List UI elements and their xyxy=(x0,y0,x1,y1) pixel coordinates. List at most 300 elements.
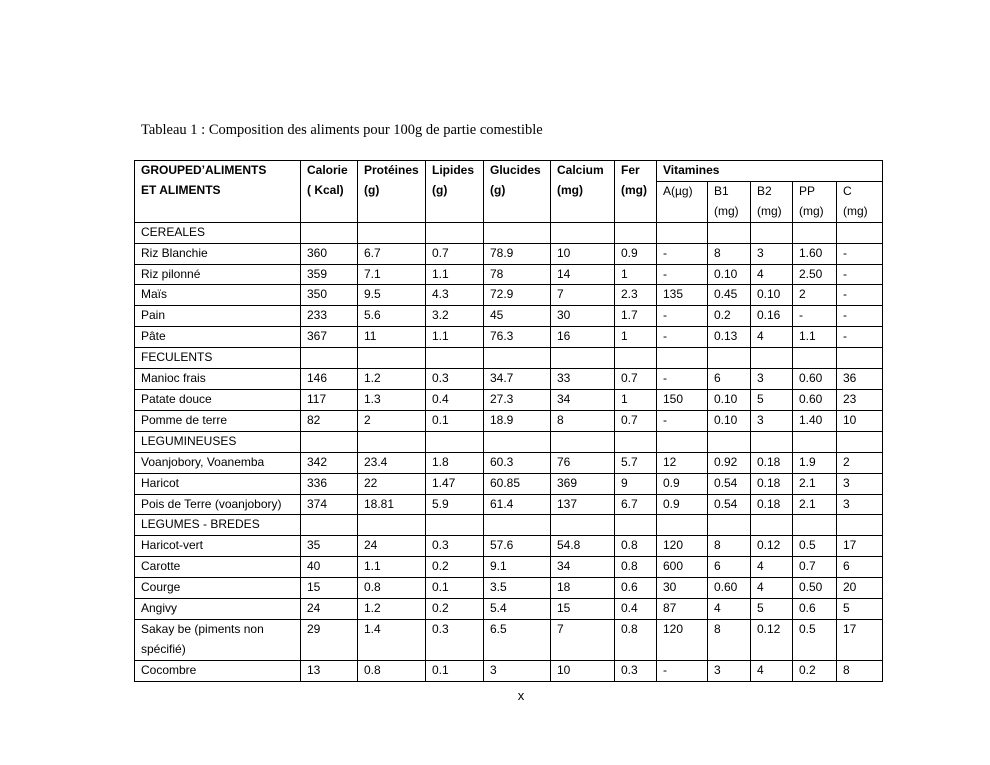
value-cell: 0.5 xyxy=(793,536,837,557)
header-lipides-line2: (g) xyxy=(432,182,448,197)
value-cell: 3.5 xyxy=(484,578,551,599)
value-cell: 3 xyxy=(751,410,793,431)
group-label: FECULENTS xyxy=(135,348,301,369)
value-cell: 135 xyxy=(657,285,708,306)
value-cell: 5.7 xyxy=(615,452,657,473)
value-cell: 18 xyxy=(551,578,615,599)
value-cell: 7.1 xyxy=(358,264,426,285)
value-cell: - xyxy=(837,285,883,306)
empty-cell xyxy=(657,515,708,536)
value-cell: 23.4 xyxy=(358,452,426,473)
value-cell: 3 xyxy=(751,243,793,264)
value-cell: 146 xyxy=(301,369,358,390)
empty-cell xyxy=(793,431,837,452)
value-cell: - xyxy=(837,327,883,348)
value-cell: 0.54 xyxy=(708,473,751,494)
value-cell: 0.3 xyxy=(426,536,484,557)
value-cell: 150 xyxy=(657,389,708,410)
food-name-cell: Courge xyxy=(135,578,301,599)
value-cell: 34.7 xyxy=(484,369,551,390)
value-cell: 29 xyxy=(301,619,358,660)
value-cell: 1 xyxy=(615,264,657,285)
food-name-cell: Pois de Terre (voanjobory) xyxy=(135,494,301,515)
empty-cell xyxy=(751,222,793,243)
value-cell: 5.9 xyxy=(426,494,484,515)
header-glucides-line1: Glucides xyxy=(490,163,541,177)
empty-cell xyxy=(484,222,551,243)
value-cell: 6 xyxy=(708,369,751,390)
value-cell: - xyxy=(837,243,883,264)
table-row xyxy=(135,327,883,348)
value-cell: 76.3 xyxy=(484,327,551,348)
empty-cell xyxy=(301,222,358,243)
value-cell: 1.9 xyxy=(793,452,837,473)
value-cell: 30 xyxy=(551,306,615,327)
value-cell: 20 xyxy=(837,578,883,599)
empty-cell xyxy=(484,431,551,452)
table-row xyxy=(135,243,883,264)
value-cell: 1.3 xyxy=(358,389,426,410)
empty-cell xyxy=(708,431,751,452)
table-row xyxy=(135,306,883,327)
value-cell: - xyxy=(657,306,708,327)
empty-cell xyxy=(358,431,426,452)
value-cell: 1.47 xyxy=(426,473,484,494)
value-cell: 35 xyxy=(301,536,358,557)
header-glucides-line2: (g) xyxy=(490,182,506,197)
table-row xyxy=(135,410,883,431)
empty-cell xyxy=(708,515,751,536)
page-number: x xyxy=(517,688,525,703)
value-cell: 34 xyxy=(551,389,615,410)
header-vit-b1 xyxy=(708,181,751,222)
value-cell: 0.60 xyxy=(793,389,837,410)
value-cell: 9.5 xyxy=(358,285,426,306)
empty-cell xyxy=(426,431,484,452)
table-row xyxy=(135,536,883,557)
value-cell: 0.8 xyxy=(358,578,426,599)
header-lipides xyxy=(426,161,484,223)
value-cell: 359 xyxy=(301,264,358,285)
value-cell: 34 xyxy=(551,557,615,578)
value-cell: 1.1 xyxy=(426,327,484,348)
header-calorie xyxy=(301,161,358,223)
value-cell: 0.10 xyxy=(708,264,751,285)
value-cell: 33 xyxy=(551,369,615,390)
value-cell: 0.6 xyxy=(615,578,657,599)
table-caption: Tableau 1 : Composition des aliments pour 100g de partie comestible xyxy=(141,122,543,138)
value-cell: 0.8 xyxy=(615,619,657,660)
value-cell: 24 xyxy=(358,536,426,557)
table-row xyxy=(135,264,883,285)
food-name-cell: Maïs xyxy=(135,285,301,306)
value-cell: 4 xyxy=(751,578,793,599)
empty-cell xyxy=(615,431,657,452)
value-cell: 9.1 xyxy=(484,557,551,578)
value-cell: 0.8 xyxy=(615,536,657,557)
value-cell: 24 xyxy=(301,599,358,620)
group-label: LEGUMINEUSES xyxy=(135,431,301,452)
value-cell: 6.7 xyxy=(358,243,426,264)
value-cell: 117 xyxy=(301,389,358,410)
empty-cell xyxy=(551,348,615,369)
value-cell: 0.10 xyxy=(751,285,793,306)
value-cell: 0.1 xyxy=(426,410,484,431)
header-vit-b2-line1: B2 xyxy=(757,183,772,198)
value-cell: 3 xyxy=(837,473,883,494)
empty-cell xyxy=(426,348,484,369)
value-cell: 0.2 xyxy=(793,660,837,681)
header-group-line2: ET ALIMENTS xyxy=(141,182,221,197)
header-vit-b1-line1: B1 xyxy=(714,183,729,198)
value-cell: 369 xyxy=(551,473,615,494)
value-cell: 5.4 xyxy=(484,599,551,620)
value-cell: 0.18 xyxy=(751,452,793,473)
empty-cell xyxy=(426,222,484,243)
table-row xyxy=(135,599,883,620)
value-cell: 5 xyxy=(837,599,883,620)
value-cell: 8 xyxy=(551,410,615,431)
value-cell: 12 xyxy=(657,452,708,473)
value-cell: 57.6 xyxy=(484,536,551,557)
header-glucides xyxy=(484,161,551,223)
value-cell: 10 xyxy=(551,243,615,264)
empty-cell xyxy=(484,348,551,369)
header-vit-c-line1: C xyxy=(843,183,852,198)
value-cell: 87 xyxy=(657,599,708,620)
value-cell: 1.2 xyxy=(358,599,426,620)
empty-cell xyxy=(301,348,358,369)
value-cell: 72.9 xyxy=(484,285,551,306)
food-name-cell: Haricot xyxy=(135,473,301,494)
value-cell: 40 xyxy=(301,557,358,578)
value-cell: 0.6 xyxy=(793,599,837,620)
header-calcium-line2: (mg) xyxy=(557,182,583,197)
empty-cell xyxy=(358,348,426,369)
header-calcium-line1: Calcium xyxy=(557,163,604,177)
value-cell: 1.60 xyxy=(793,243,837,264)
empty-cell xyxy=(657,431,708,452)
table-body xyxy=(135,222,883,681)
value-cell: 0.12 xyxy=(751,536,793,557)
group-label: CEREALES xyxy=(135,222,301,243)
value-cell: 0.50 xyxy=(793,578,837,599)
value-cell: 60.85 xyxy=(484,473,551,494)
value-cell: 14 xyxy=(551,264,615,285)
food-composition-table xyxy=(134,160,883,682)
header-vit-b2-line2: (mg) xyxy=(757,203,782,218)
value-cell: 0.1 xyxy=(426,578,484,599)
value-cell: 3 xyxy=(751,369,793,390)
value-cell: 6 xyxy=(708,557,751,578)
value-cell: 0.10 xyxy=(708,410,751,431)
value-cell: 30 xyxy=(657,578,708,599)
value-cell: 600 xyxy=(657,557,708,578)
header-group-line1: GROUPED’ALIMENTS xyxy=(141,163,267,177)
value-cell: 336 xyxy=(301,473,358,494)
value-cell: 2.1 xyxy=(793,473,837,494)
food-name-cell: Pâte xyxy=(135,327,301,348)
table-row xyxy=(135,452,883,473)
value-cell: - xyxy=(837,306,883,327)
food-name-cell: Angivy xyxy=(135,599,301,620)
empty-cell xyxy=(751,431,793,452)
value-cell: 17 xyxy=(837,536,883,557)
value-cell: 342 xyxy=(301,452,358,473)
value-cell: - xyxy=(793,306,837,327)
empty-cell xyxy=(301,431,358,452)
value-cell: 0.18 xyxy=(751,473,793,494)
table-row xyxy=(135,619,883,660)
empty-cell xyxy=(358,222,426,243)
value-cell: 6.5 xyxy=(484,619,551,660)
food-name-cell: Pomme de terre xyxy=(135,410,301,431)
empty-cell xyxy=(551,515,615,536)
value-cell: 18.81 xyxy=(358,494,426,515)
value-cell: - xyxy=(837,264,883,285)
empty-cell xyxy=(793,515,837,536)
value-cell: 18.9 xyxy=(484,410,551,431)
value-cell: 360 xyxy=(301,243,358,264)
value-cell: 82 xyxy=(301,410,358,431)
table-row xyxy=(135,557,883,578)
value-cell: 0.45 xyxy=(708,285,751,306)
food-name-cell: Riz Blanchie xyxy=(135,243,301,264)
group-row xyxy=(135,222,883,243)
value-cell: 4 xyxy=(751,327,793,348)
value-cell: 4 xyxy=(751,660,793,681)
header-fer xyxy=(615,161,657,223)
value-cell: 0.54 xyxy=(708,494,751,515)
value-cell: 2 xyxy=(837,452,883,473)
value-cell: 15 xyxy=(551,599,615,620)
value-cell: 233 xyxy=(301,306,358,327)
empty-cell xyxy=(837,348,883,369)
value-cell: 6 xyxy=(837,557,883,578)
value-cell: 78 xyxy=(484,264,551,285)
value-cell: 4 xyxy=(751,557,793,578)
value-cell: 1.7 xyxy=(615,306,657,327)
value-cell: 7 xyxy=(551,619,615,660)
empty-cell xyxy=(751,515,793,536)
food-name-cell: Pain xyxy=(135,306,301,327)
empty-cell xyxy=(301,515,358,536)
value-cell: - xyxy=(657,243,708,264)
value-cell: 2.1 xyxy=(793,494,837,515)
value-cell: 76 xyxy=(551,452,615,473)
value-cell: 78.9 xyxy=(484,243,551,264)
header-vit-a: A(µg) xyxy=(657,181,708,222)
value-cell: 2 xyxy=(793,285,837,306)
value-cell: 0.60 xyxy=(793,369,837,390)
value-cell: 374 xyxy=(301,494,358,515)
table-row xyxy=(135,369,883,390)
value-cell: 36 xyxy=(837,369,883,390)
table-row xyxy=(135,389,883,410)
value-cell: 0.9 xyxy=(657,473,708,494)
table-row xyxy=(135,473,883,494)
value-cell: 0.3 xyxy=(426,619,484,660)
value-cell: 350 xyxy=(301,285,358,306)
value-cell: 4 xyxy=(751,264,793,285)
value-cell: - xyxy=(657,660,708,681)
group-row xyxy=(135,515,883,536)
header-calorie-line1: Calorie xyxy=(307,163,348,177)
empty-cell xyxy=(484,515,551,536)
header-vit-b2 xyxy=(751,181,793,222)
value-cell: 0.9 xyxy=(657,494,708,515)
header-fer-line2: (mg) xyxy=(621,182,647,197)
food-name-cell: Sakay be (piments non spécifié) xyxy=(135,619,301,660)
value-cell: 10 xyxy=(551,660,615,681)
empty-cell xyxy=(657,222,708,243)
header-proteines-line1: Protéines xyxy=(364,163,419,177)
food-name-cell: Cocombre xyxy=(135,660,301,681)
empty-cell xyxy=(837,515,883,536)
food-name-cell: Manioc frais xyxy=(135,369,301,390)
value-cell: 1.40 xyxy=(793,410,837,431)
empty-cell xyxy=(615,348,657,369)
header-row-1 xyxy=(135,161,883,182)
food-name-cell: Carotte xyxy=(135,557,301,578)
value-cell: 5 xyxy=(751,599,793,620)
value-cell: 1.1 xyxy=(358,557,426,578)
header-calorie-line2: ( Kcal) xyxy=(307,182,344,197)
value-cell: 120 xyxy=(657,619,708,660)
group-row xyxy=(135,348,883,369)
value-cell: 0.60 xyxy=(708,578,751,599)
value-cell: 6.7 xyxy=(615,494,657,515)
value-cell: 3 xyxy=(484,660,551,681)
value-cell: 5 xyxy=(751,389,793,410)
value-cell: 45 xyxy=(484,306,551,327)
value-cell: 1 xyxy=(615,389,657,410)
value-cell: 3.2 xyxy=(426,306,484,327)
value-cell: 11 xyxy=(358,327,426,348)
value-cell: 367 xyxy=(301,327,358,348)
value-cell: 1.1 xyxy=(793,327,837,348)
header-proteines-line2: (g) xyxy=(364,182,380,197)
value-cell: 0.13 xyxy=(708,327,751,348)
table-row xyxy=(135,285,883,306)
value-cell: 0.9 xyxy=(615,243,657,264)
value-cell: 8 xyxy=(708,619,751,660)
value-cell: - xyxy=(657,327,708,348)
header-vit-pp-line2: (mg) xyxy=(799,203,824,218)
value-cell: 1 xyxy=(615,327,657,348)
value-cell: 0.2 xyxy=(708,306,751,327)
value-cell: 1.2 xyxy=(358,369,426,390)
value-cell: 3 xyxy=(837,494,883,515)
value-cell: 1.1 xyxy=(426,264,484,285)
table-row xyxy=(135,494,883,515)
value-cell: 0.16 xyxy=(751,306,793,327)
value-cell: 120 xyxy=(657,536,708,557)
header-vit-pp xyxy=(793,181,837,222)
value-cell: 0.10 xyxy=(708,389,751,410)
header-lipides-line1: Lipides xyxy=(432,163,475,177)
header-calcium xyxy=(551,161,615,223)
value-cell: 22 xyxy=(358,473,426,494)
value-cell: 0.7 xyxy=(793,557,837,578)
value-cell: - xyxy=(657,369,708,390)
empty-cell xyxy=(551,431,615,452)
value-cell: 2 xyxy=(358,410,426,431)
value-cell: 5.6 xyxy=(358,306,426,327)
value-cell: 0.12 xyxy=(751,619,793,660)
value-cell: 0.7 xyxy=(615,369,657,390)
empty-cell xyxy=(657,348,708,369)
value-cell: 7 xyxy=(551,285,615,306)
food-name-cell: Voanjobory, Voanemba xyxy=(135,452,301,473)
value-cell: - xyxy=(657,410,708,431)
value-cell: 1.8 xyxy=(426,452,484,473)
value-cell: 4.3 xyxy=(426,285,484,306)
value-cell: 0.8 xyxy=(615,557,657,578)
empty-cell xyxy=(751,348,793,369)
empty-cell xyxy=(426,515,484,536)
value-cell: 54.8 xyxy=(551,536,615,557)
value-cell: 0.7 xyxy=(615,410,657,431)
value-cell: 0.4 xyxy=(615,599,657,620)
value-cell: 0.3 xyxy=(426,369,484,390)
empty-cell xyxy=(837,431,883,452)
value-cell: 0.4 xyxy=(426,389,484,410)
header-vit-pp-line1: PP xyxy=(799,183,816,198)
empty-cell xyxy=(551,222,615,243)
header-vit-b1-line2: (mg) xyxy=(714,203,739,218)
value-cell: 0.2 xyxy=(426,599,484,620)
value-cell: 0.92 xyxy=(708,452,751,473)
value-cell: - xyxy=(657,264,708,285)
value-cell: 16 xyxy=(551,327,615,348)
value-cell: 4 xyxy=(708,599,751,620)
value-cell: 3 xyxy=(708,660,751,681)
group-label: LEGUMES - BREDES xyxy=(135,515,301,536)
header-vit-c-line2: (mg) xyxy=(843,203,868,218)
header-vitamines: Vitamines xyxy=(657,161,883,182)
value-cell: 2.3 xyxy=(615,285,657,306)
food-name-cell: Patate douce xyxy=(135,389,301,410)
empty-cell xyxy=(793,348,837,369)
value-cell: 0.18 xyxy=(751,494,793,515)
group-row xyxy=(135,431,883,452)
header-group xyxy=(135,161,301,223)
value-cell: 1.4 xyxy=(358,619,426,660)
header-proteines xyxy=(358,161,426,223)
empty-cell xyxy=(358,515,426,536)
value-cell: 0.7 xyxy=(426,243,484,264)
header-vit-c xyxy=(837,181,883,222)
header-fer-line1: Fer xyxy=(621,163,640,177)
empty-cell xyxy=(837,222,883,243)
value-cell: 60.3 xyxy=(484,452,551,473)
value-cell: 137 xyxy=(551,494,615,515)
value-cell: 8 xyxy=(837,660,883,681)
empty-cell xyxy=(615,222,657,243)
empty-cell xyxy=(615,515,657,536)
table-row xyxy=(135,660,883,681)
value-cell: 10 xyxy=(837,410,883,431)
value-cell: 61.4 xyxy=(484,494,551,515)
value-cell: 23 xyxy=(837,389,883,410)
value-cell: 0.8 xyxy=(358,660,426,681)
value-cell: 27.3 xyxy=(484,389,551,410)
value-cell: 9 xyxy=(615,473,657,494)
value-cell: 13 xyxy=(301,660,358,681)
empty-cell xyxy=(708,348,751,369)
value-cell: 0.5 xyxy=(793,619,837,660)
